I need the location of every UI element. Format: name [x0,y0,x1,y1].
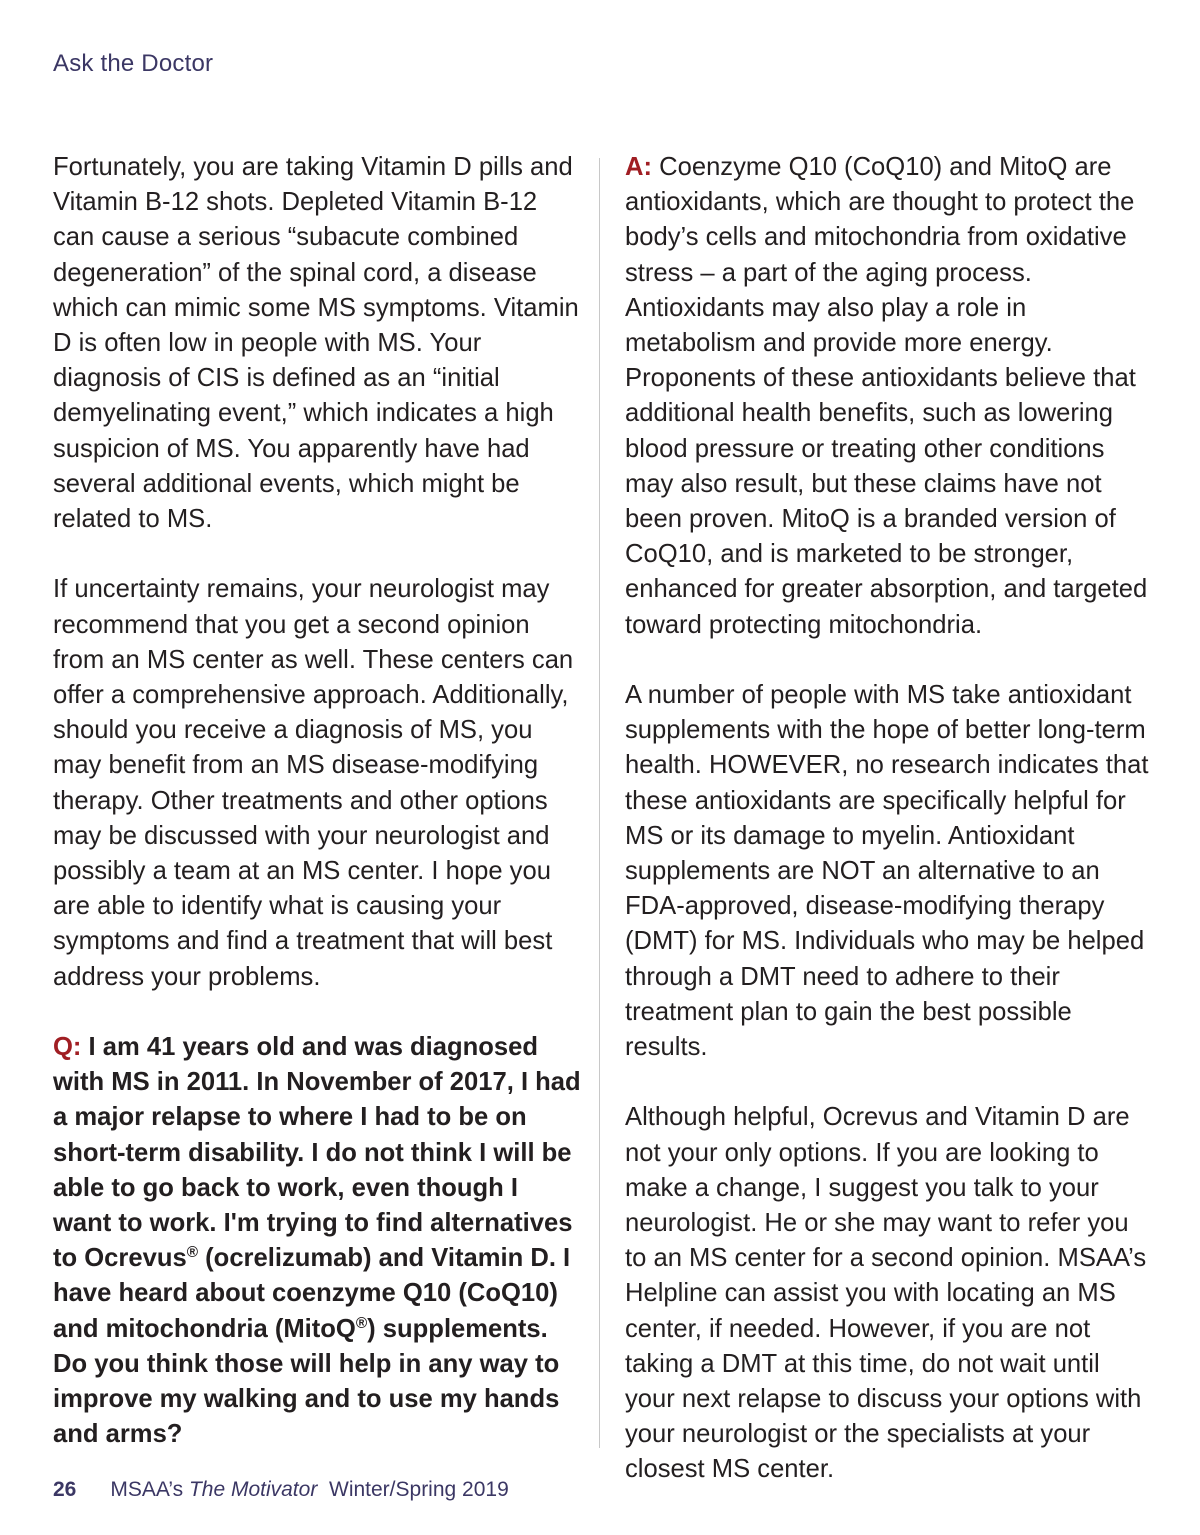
registered-mark: ® [186,1244,199,1262]
publication-title: The Motivator [188,1478,318,1501]
question-text: ) supplements. Do you think those will help in any way to improve my walking and to use my hands and arms? [53,1314,560,1449]
section-label: Ask the Doctor [53,50,214,77]
question-label: Q: [53,1033,82,1062]
paragraph: Fortunately, you are taking Vitamin D pills and Vitamin B-12 shots. Depleted Vitamin B-12 can cause a serious “subacute combined degeneration” of the spinal cord, a disease which can mimic some MS symptoms. Vitamin D is often low in people with MS. Your diagnosis of CIS is defined as an “initial demyelinating event,” which indicates a high suspicion of MS. You apparently have had several additional events, which might be related to MS. [53,153,579,534]
right-column [625,150,1155,1523]
column-divider [599,158,600,1448]
doctor-answer [625,150,1155,643]
issue-date: Winter/Spring 2019 [329,1478,509,1501]
page-footer [53,1478,509,1502]
paragraph: If uncertainty remains, your neurologist may recommend that you get a second opinion from an MS center as well. These centers can offer a comprehensive approach. Additionally, should you receive a diagnosis of MS, you may benefit from an MS disease-modifying therapy. Other treatments and other options may be discussed with your neurologist and possibly a team at an MS center. I hope you are able to identify what is causing your symptoms and find a treatment that will best address your problems. [53,575,574,991]
question-text: I am 41 years old and was diagnosed with MS in 2011. In November of 2017, I had a major relapse to where I had to be on short-term disability. I do not think I will be able to go back to work, even though I want to work. I'm trying to find alternatives to Ocrevus [53,1033,581,1273]
page-number: 26 [53,1478,77,1501]
question-text: (ocrelizumab) and Vitamin D. I have heard about coenzyme Q10 (CoQ10) and mitochondria (MitoQ [53,1244,571,1343]
reader-question [53,1030,583,1452]
publisher-name: MSAA’s [110,1478,189,1501]
answer-label: A: [625,153,653,181]
paragraph: Although helpful, Ocrevus and Vitamin D are not your only options. If you are looking to make a change, I suggest you talk to your neurologist. He or she may want to refer you to an MS center for a second opinion. MSAA’s Helpline can assist you with locating an MS center, if needed. However, if you are not taking a DMT at this time, do not wait until your next relapse to discuss your options with your neurologist or the specialists at your closest MS center. [625,1103,1147,1484]
paragraph: A number of people with MS take antioxidant supplements with the hope of better long-term health. HOWEVER, no research indicates that these antioxidants are specifically helpful for MS or its damage to myelin. Antioxidant supplements are NOT an alternative to an FDA-approved, disease-modifying therapy (DMT) for MS. Individuals who may be helped through a DMT need to adhere to their treatment plan to gain the best possible results. [625,681,1149,1062]
left-column [53,150,583,1488]
answer-text: Coenzyme Q10 (CoQ10) and MitoQ are antioxidants, which are thought to protect the body’s cells and mitochondria from oxidative stress – a part of the aging process. Antioxidants may also play a role in metabolism and provide more energy. Proponents of these antioxidants believe that additional health benefits, such as lowering blood pressure or treating other conditions may also result, but these claims have not been proven. MitoQ is a branded version of CoQ10, and is marketed to be stronger, enhanced for greater absorption, and targeted toward protecting mitochondria. [625,153,1148,639]
registered-mark: ® [355,1314,368,1332]
